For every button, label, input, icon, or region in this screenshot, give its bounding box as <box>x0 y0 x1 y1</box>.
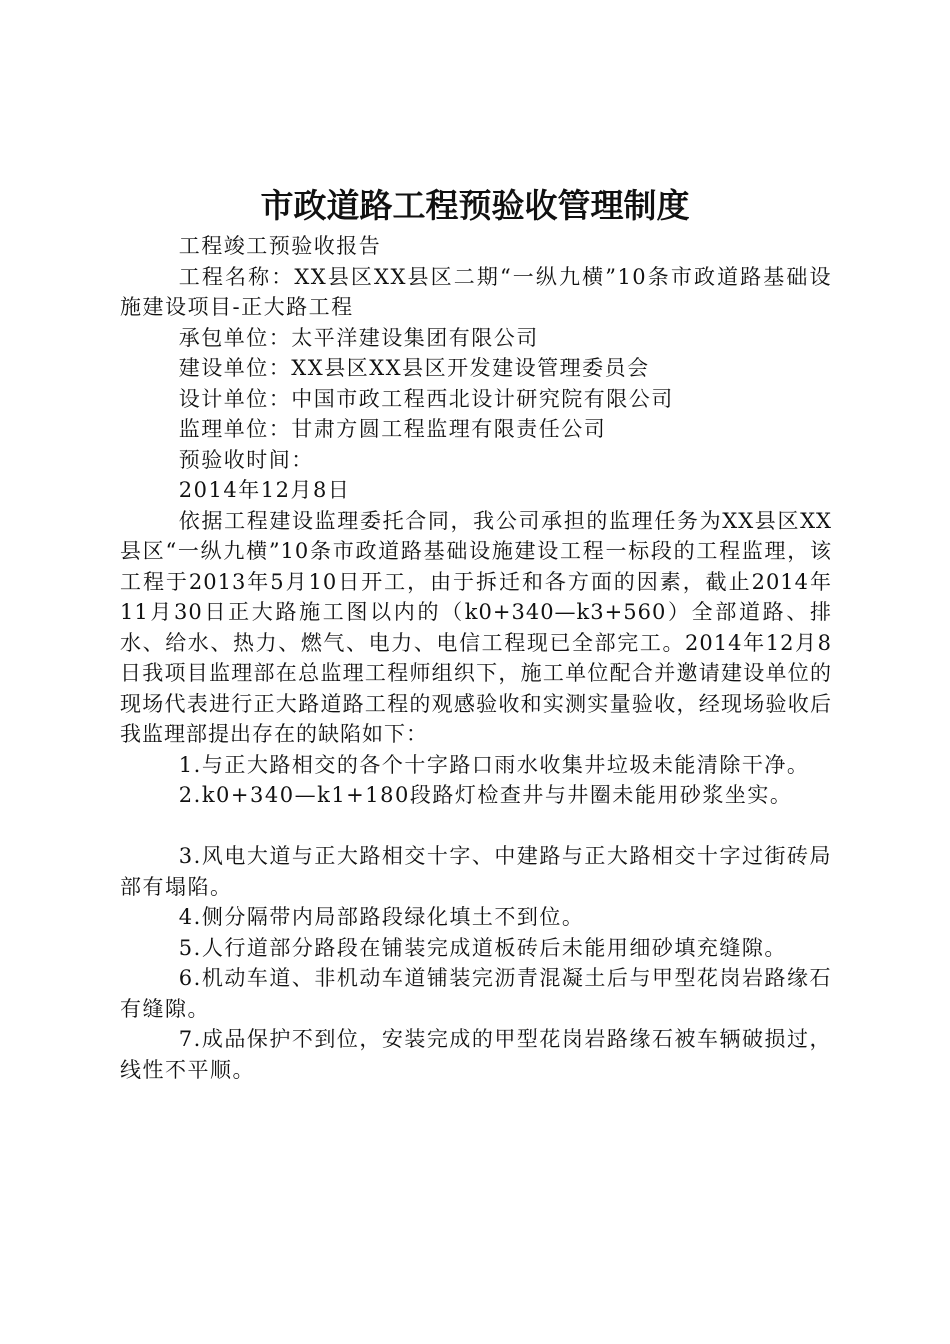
paragraph-supervisor: 监理单位：甘肃方圆工程监理有限责任公司 <box>178 417 607 441</box>
list-item-defect-7: 7.成品保护不到位，安装完成的甲型花岗岩路缘石被车辆破损过，线性不平顺。 <box>120 1027 832 1082</box>
paragraph-owner: 建设单位：XX县区XX县区开发建设管理委员会 <box>178 356 650 380</box>
paragraph-acceptance-date: 2014年12月8日 <box>178 478 351 502</box>
list-item-defect-4: 4.侧分隔带内局部路段绿化填土不到位。 <box>178 905 585 929</box>
list-item-defect-2: 2.k0+340—k1+180段路灯检查井与井圈未能用砂浆坐实。 <box>178 783 793 807</box>
document-title: 市政道路工程预验收管理制度 <box>260 186 690 225</box>
list-item-defect-5: 5.人行道部分路段在铺装完成道板砖后未能用细砂填充缝隙。 <box>178 935 787 960</box>
paragraph-contractor: 承包单位：太平洋建设集团有限公司 <box>178 325 539 350</box>
list-item-defect-6: 6.机动车道、非机动车道铺装完沥青混凝土后与甲型花岗岩路缘石有缝隙。 <box>120 966 832 1021</box>
document-body <box>120 231 832 1085</box>
list-item-defect-3: 3.风电大道与正大路相交十字、中建路与正大路相交十字过街砖局部有塌陷。 <box>120 844 832 899</box>
paragraph-main-text: 依据工程建设监理委托合同，我公司承担的监理任务为XX县区XX县区“一纵九横”10条市政道路基础设施建设工程一标段的工程监理，该工程于2013年5月10日开工，由于拆迁和各方面的因素，截止2014年11月30日正大路施工图以内的（k0+340—k3+560）全部道路、排水、给水、热力、燃气、电力、电信工程现已全部完工。2014年12月8日我项目监理部在总监理工程师组织下，施工单位配合并邀请建设单位的现场代表进行正大路道路工程的观感验收和实测实量验收，经现场验收后我监理部提出存在的缺陷如下： <box>120 508 832 746</box>
blank-line <box>120 811 832 842</box>
paragraph-project-name: 工程名称：XX县区XX县区二期“一纵九横”10条市政道路基础设施建设项目-正大路工程 <box>120 264 832 319</box>
paragraph-report-heading: 工程竣工预验收报告 <box>178 234 382 258</box>
paragraph-designer: 设计单位：中国市政工程西北设计研究院有限公司 <box>178 386 674 411</box>
list-item-defect-1: 1.与正大路相交的各个十字路口雨水收集井垃圾未能清除干净。 <box>178 752 810 777</box>
paragraph-acceptance-time-label: 预验收时间： <box>178 447 314 472</box>
